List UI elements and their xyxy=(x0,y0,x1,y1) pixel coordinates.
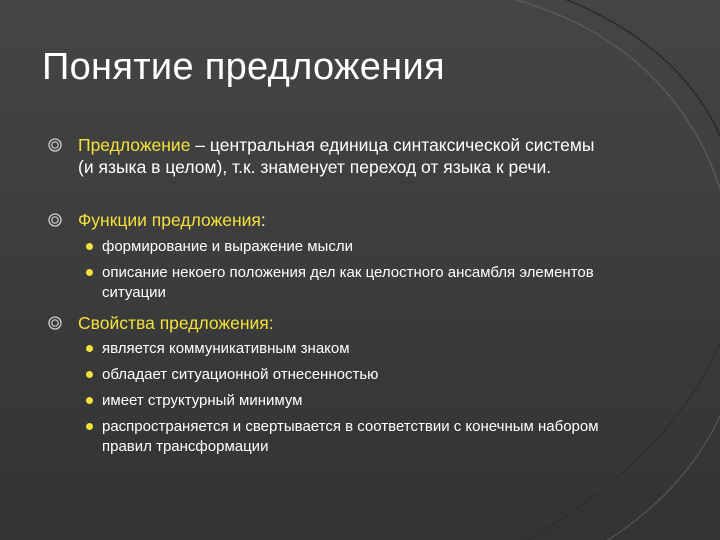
sub-item: формирование и выражение мысли xyxy=(86,237,606,257)
term-functions: Функции предложения xyxy=(78,210,261,230)
bullet-dot-icon xyxy=(86,371,93,378)
bullet-dot-icon xyxy=(86,423,93,430)
target-circle-icon xyxy=(48,316,62,330)
bullet-dot-icon xyxy=(86,243,93,250)
bullet-dot-icon xyxy=(86,269,93,276)
sub-item: описание некоего положения дел как целостного ансамбля элементов ситуации xyxy=(86,263,606,303)
sub-item: обладает ситуационной отнесенностью xyxy=(86,365,606,385)
sub-item: распространяется и свертывается в соответствии с конечным набором правил трансформации xyxy=(86,417,606,457)
target-circle-icon xyxy=(48,138,62,152)
bullet-dot-icon xyxy=(86,397,93,404)
bullet-dot-icon xyxy=(86,345,93,352)
definition-text: – центральная единица синтаксической системы (и языка в целом), т.к. знаменует переход от языка к речи. xyxy=(78,135,595,177)
term-sentence: Предложение xyxy=(78,135,191,155)
slide-title: Понятие предложения xyxy=(42,46,445,88)
sub-item: имеет структурный минимум xyxy=(86,391,606,411)
sub-item: является коммуникативным знаком xyxy=(86,339,606,359)
list-item-functions xyxy=(48,209,608,231)
list-item-definition xyxy=(48,134,608,178)
list-item-properties xyxy=(48,312,608,334)
target-circle-icon xyxy=(48,213,62,227)
term-properties: Свойства предложения: xyxy=(78,313,274,333)
functions-colon: : xyxy=(260,210,266,230)
